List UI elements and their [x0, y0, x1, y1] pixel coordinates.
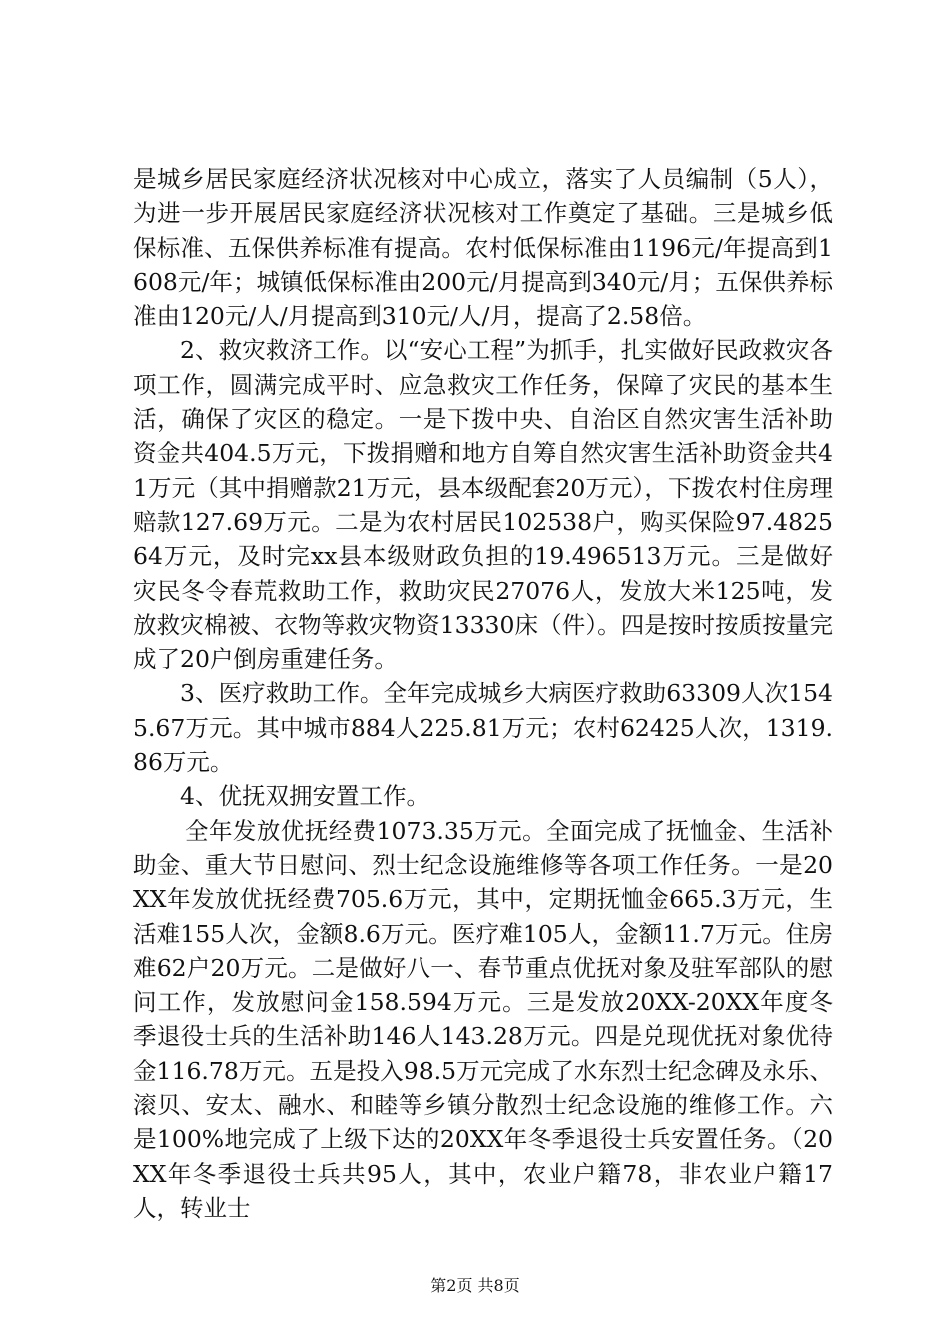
- paragraph-medical-aid: 3、医疗救助工作。全年完成城乡大病医疗救助63309人次1545.67万元。其中城市884人225.81万元；农村62425人次，1319.86万元。: [133, 679, 833, 777]
- paragraph-disaster-relief: 2、救灾救济工作。以“安心工程”为抓手，扎实做好民政救灾各项工作，圆满完成平时、应急救灾工作任务，保障了灾民的基本生活，确保了灾区的稳定。一是下拨中央、自治区自然灾害生活补助资金共404.5万元，下拨捐赠和地方自筹自然灾害生活补助资金共41万元（其中捐赠款21万元，县本级配套20万元），下拨农村住房理赔款127.69万元。二是为农村居民102538户，购买保险97.482564万元，及时完xx县本级财政负担的19.496513万元。三是做好灾民冬令春荒救助工作，救助灾民27076人，发放大米125吨，发放救灾棉被、衣物等救灾物资13330床（件）。四是按时按质按量完成了20户倒房重建任务。: [133, 336, 833, 674]
- document-body: [133, 162, 833, 1225]
- paragraph-heading-preferential-care: 4、优抚双拥安置工作。: [180, 782, 430, 811]
- paragraph-preferential-care: 全年发放优抚经费1073.35万元。全面完成了抚恤金、生活补助金、重大节日慰问、烈士纪念设施维修等各项工作任务。一是20XX年发放优抚经费705.6万元，其中，定期抚恤金665.3万元，生活难155人次，金额8.6万元。医疗难105人，金额11.7万元。住房难62户20万元。二是做好八一、春节重点优抚对象及驻军部队的慰问工作，发放慰问金158.594万元。三是发放20XX-20XX年度冬季退役士兵的生活补助146人143.28万元。四是兑现优抚对象优待金116.78万元。五是投入98.5万元完成了水东烈士纪念碑及永乐、滚贝、安太、融水、和睦等乡镇分散烈士纪念设施的维修工作。六是100%地完成了上级下达的20XX年冬季退役士兵安置任务。（20XX年冬季退役士兵共95人，其中，农业户籍78，非农业户籍17人，转业士: [133, 816, 833, 1222]
- page-footer: 第2页 共8页: [430, 1276, 520, 1295]
- paragraph-continuation: 是城乡居民家庭经济状况核对中心成立，落实了人员编制（5人），为进一步开展居民家庭经济状况核对工作奠定了基础。三是城乡低保标准、五保供养标准有提高。农村低保标准由1196元/年提高到1608元/年；城镇低保标准由200元/月提高到340元/月；五保供养标准由120元/人/月提高到310元/人/月，提高了2.58倍。: [133, 165, 833, 331]
